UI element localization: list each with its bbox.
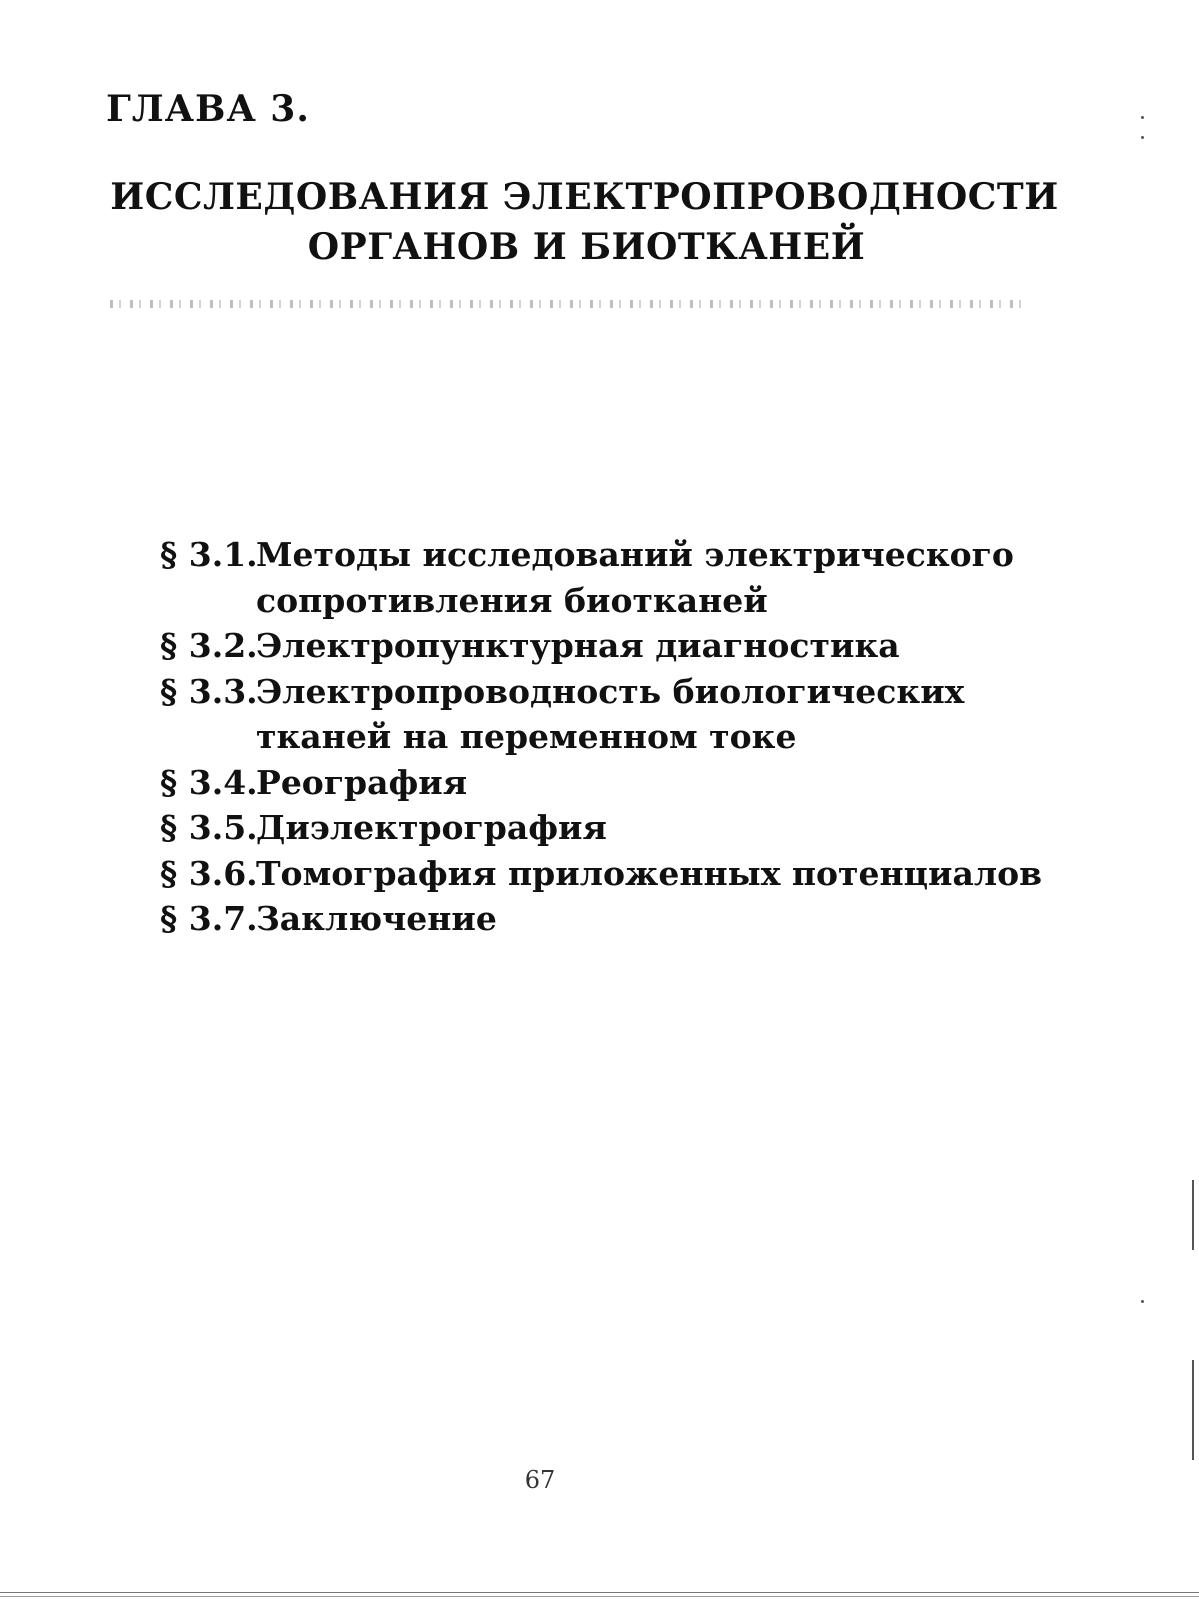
toc-item <box>160 669 1042 760</box>
toc-item-title <box>256 532 1014 623</box>
toc-item-number: § 3.4. <box>160 762 258 802</box>
toc-item-title <box>256 896 497 942</box>
toc-item-title <box>256 805 607 851</box>
toc-item-title-line: Электропунктурная диагностика <box>256 626 900 665</box>
toc-item-title-line: Томография приложенных потенциалов <box>256 853 1043 893</box>
toc-item-title-line: тканей на переменном токе <box>256 717 797 756</box>
toc-item-title-line: Реография <box>256 762 468 802</box>
toc-item-number: § 3.5. <box>160 808 258 847</box>
toc-item-number: § 3.6. <box>160 853 258 893</box>
toc-item-title-line: Заключение <box>256 899 497 938</box>
toc-item-title-line: Электропроводность биологических <box>256 671 965 711</box>
toc-item-title-line: сопротивления биотканей <box>256 580 768 620</box>
toc-item-title <box>256 669 964 760</box>
chapter-title-line-1: ИССЛЕДОВАНИЯ ЭЛЕКТРОПРОВОДНОСТИ <box>110 176 1059 218</box>
toc-item-number: § 3.3. <box>160 671 258 711</box>
chapter-label: ГЛАВА 3. <box>106 88 310 130</box>
toc-item-title-line: Методы исследований электрического <box>256 535 1014 574</box>
scan-artifact-line <box>110 300 1030 308</box>
toc-item <box>160 896 1042 942</box>
toc-item <box>160 532 1042 623</box>
scan-dot <box>1141 136 1144 139</box>
scan-bottom-edge <box>0 1596 1199 1597</box>
toc-item-title <box>256 623 900 669</box>
toc-item-number: § 3.2. <box>160 626 258 665</box>
toc-item <box>160 623 1042 669</box>
table-of-contents <box>160 532 1042 942</box>
toc-item <box>160 760 1042 806</box>
toc-item-number: § 3.1. <box>160 535 258 574</box>
toc-item-title <box>256 851 1042 897</box>
scan-edge-mark <box>1192 1180 1194 1250</box>
toc-item-title <box>256 760 467 806</box>
chapter-title <box>0 172 1199 272</box>
toc-item-title-line: Диэлектрография <box>256 808 607 847</box>
scan-bottom-edge <box>0 1592 1199 1593</box>
scan-dot <box>1141 1300 1144 1303</box>
page-number: 67 <box>524 1466 556 1494</box>
toc-item <box>160 805 1042 851</box>
toc-item <box>160 851 1042 897</box>
scan-edge-mark <box>1192 1360 1194 1460</box>
toc-item-number: § 3.7. <box>160 899 258 938</box>
scan-dot <box>1141 116 1144 119</box>
chapter-title-line-2: ОРГАНОВ И БИОТКАНЕЙ <box>307 226 866 268</box>
